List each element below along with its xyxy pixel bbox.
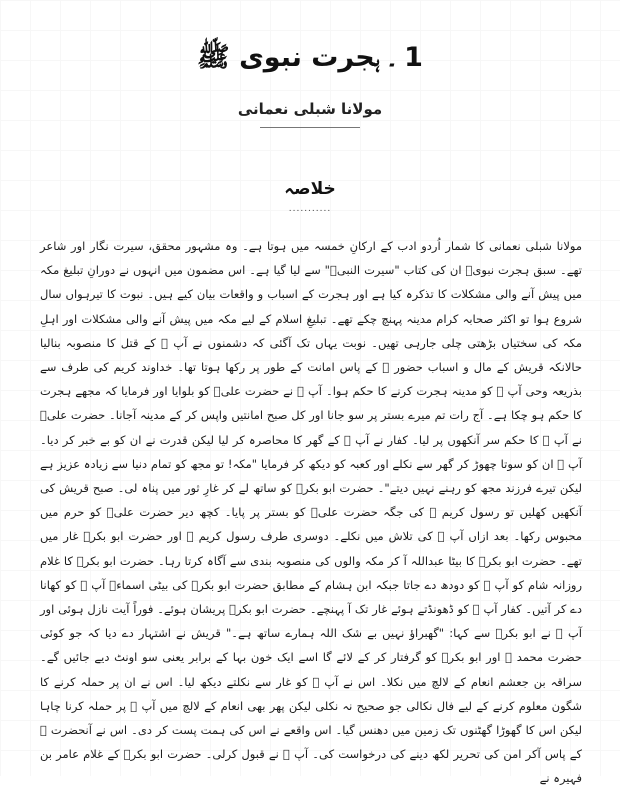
summary-heading: خلاصہ [284,179,336,199]
author-underline [260,127,360,128]
chapter-title: 1 ۔ ہجرت نبوی ﷺ [197,42,423,73]
heading-dots: ........... [288,204,332,214]
author-name: مولانا شبلی نعمانی [237,100,383,118]
summary-paragraph: مولانا شبلی نعمانی کا شمار اُردو ادب کے ارکانِ خمسہ میں ہوتا ہے۔ وہ مشہور محقق، سیرت نگار اور شاعر تھے۔ سبق ہجرت نبویؐ ان کی کتاب "سیرت النبیؐ" سے لیا گیا ہے۔ اس مضمون میں انہوں نے دورانِ تبلیغ مکہ میں پیش آنے والی مشکلات کا تذکرہ کیا ہے اور ہجرت کے اسباب و واقعات بیان کیے ہیں۔ نبوت کا تیرہواں سال شروع ہوا تو اکثر صحابہ کرام مدینہ پہنچ چکے تھے۔ تبلیغِ اسلام کے لیے مکہ میں پیش آنے والی مشکلات اور اہلِ مکہ کی سختیاں بڑھتی چلی جارہی تھیں۔ نوبت یہاں تک آگئی کہ دشمنوں نے آپ ﷺ کے قتل کا منصوبہ بنالیا حالانکہ قریش کے مال و اسباب حضور ﷺ کے پاس امانت کے طور پر رکھا ہوتا تھا۔ خداوند کریم کی طرف سے بذریعہ وحی آپ ﷺ کو مدینہ ہجرت کرنے کا حکم ہوا۔ آپ ﷺ نے حضرت علیؓ کو بلوایا اور فرمایا کہ مجھے ہجرت کا حکم ہو چکا ہے۔ آج رات تم میرے بستر پر سو جانا اور کل صبح امانتیں واپس کر کے مدینہ آجانا۔ حضرت علیؓ نے آپ ﷺ کا حکم سر آنکھوں پر لیا۔ کفار نے آپ ﷺ کے گھر کا محاصرہ کر لیا لیکن قدرت نے ان کو بے خبر کر دیا۔ آپ ﷺ ان کو سوتا چھوڑ کر گھر سے نکلے اور کعبہ کو دیکھ کر فرمایا "مکہ! تو مجھ کو تمام دنیا سے زیادہ عزیز ہے لیکن تیرے فرزند مجھ کو رہنے نہیں دیتے"۔ حضرت ابو بکرؓ کو ساتھ لے کر غارِ ثور میں پناہ لی۔ صبح قریش کی آنکھیں کھلیں تو رسول کریم ﷺ کی جگہ حضرت علیؓ کو بستر پر پایا۔ کچھ دیر حضرت علیؓ کو حرم میں محبوس رکھا۔ بعد ازاں آپ ﷺ کی تلاش میں نکلے۔ دوسری طرف رسول کریم ﷺ اور حضرت ابو بکرؓ غار میں تھے۔ حضرت ابو بکرؓ کا بیٹا عبداللہ آ کر مکہ والوں کی منصوبہ بندی سے آگاہ کرتا رہا۔ حضرت ابو بکرؓ کا غلام روزانہ شام کو آپ ﷺ کو دودھ دے جاتا جبکہ ابن ہشام کے مطابق حضرت ابو بکرؓ کی بیٹی اسماءؓ آپ ﷺ کو کھانا دے کر آتیں۔ کفار آپ ﷺ کو ڈھونڈتے ہوئے غار تک آ پہنچے۔ حضرت ابو بکرؓ پریشان ہوئے۔ فوراً آیت نازل ہوئی اور آپ ﷺ نے ابو بکرؓ سے کہا: "گھبراؤ نہیں بے شک اللہ ہمارے ساتھ ہے۔" قریش نے اشتہار دے دیا کہ جو کوئی حضرت محمد ﷺ اور ابو بکرؓ کو گرفتار کر کے لائے گا اسے ایک خون بہا کے برابر یعنی سو اونٹ دیے جائیں گے۔ سراقہ بن جعشم انعام کے لالچ میں نکلا۔ اس نے آپ ﷺ کو غار سے نکلتے دیکھ لیا۔ اس نے ان پر حملہ کرنے کا شگون معلوم کرنے کے لیے فال نکالی جو صحیح نہ نکلی لیکن پھر بھی انعام کے لالچ میں آپ ﷺ پر حملہ کرنا چاہا لیکن اس کا گھوڑا گھٹنوں تک زمین میں دھنس گیا۔ اس واقعے نے اس کی ہمت پست کر دی۔ اس نے آنحضرت ﷺ کے پاس آکر امن کی تحریر لکھ دینے کی درخواست کی۔ آپ ﷺ نے قبول کرلی۔ حضرت ابو بکرؓ کے غلام عامر بن فہیرہ نے [40,239,582,786]
